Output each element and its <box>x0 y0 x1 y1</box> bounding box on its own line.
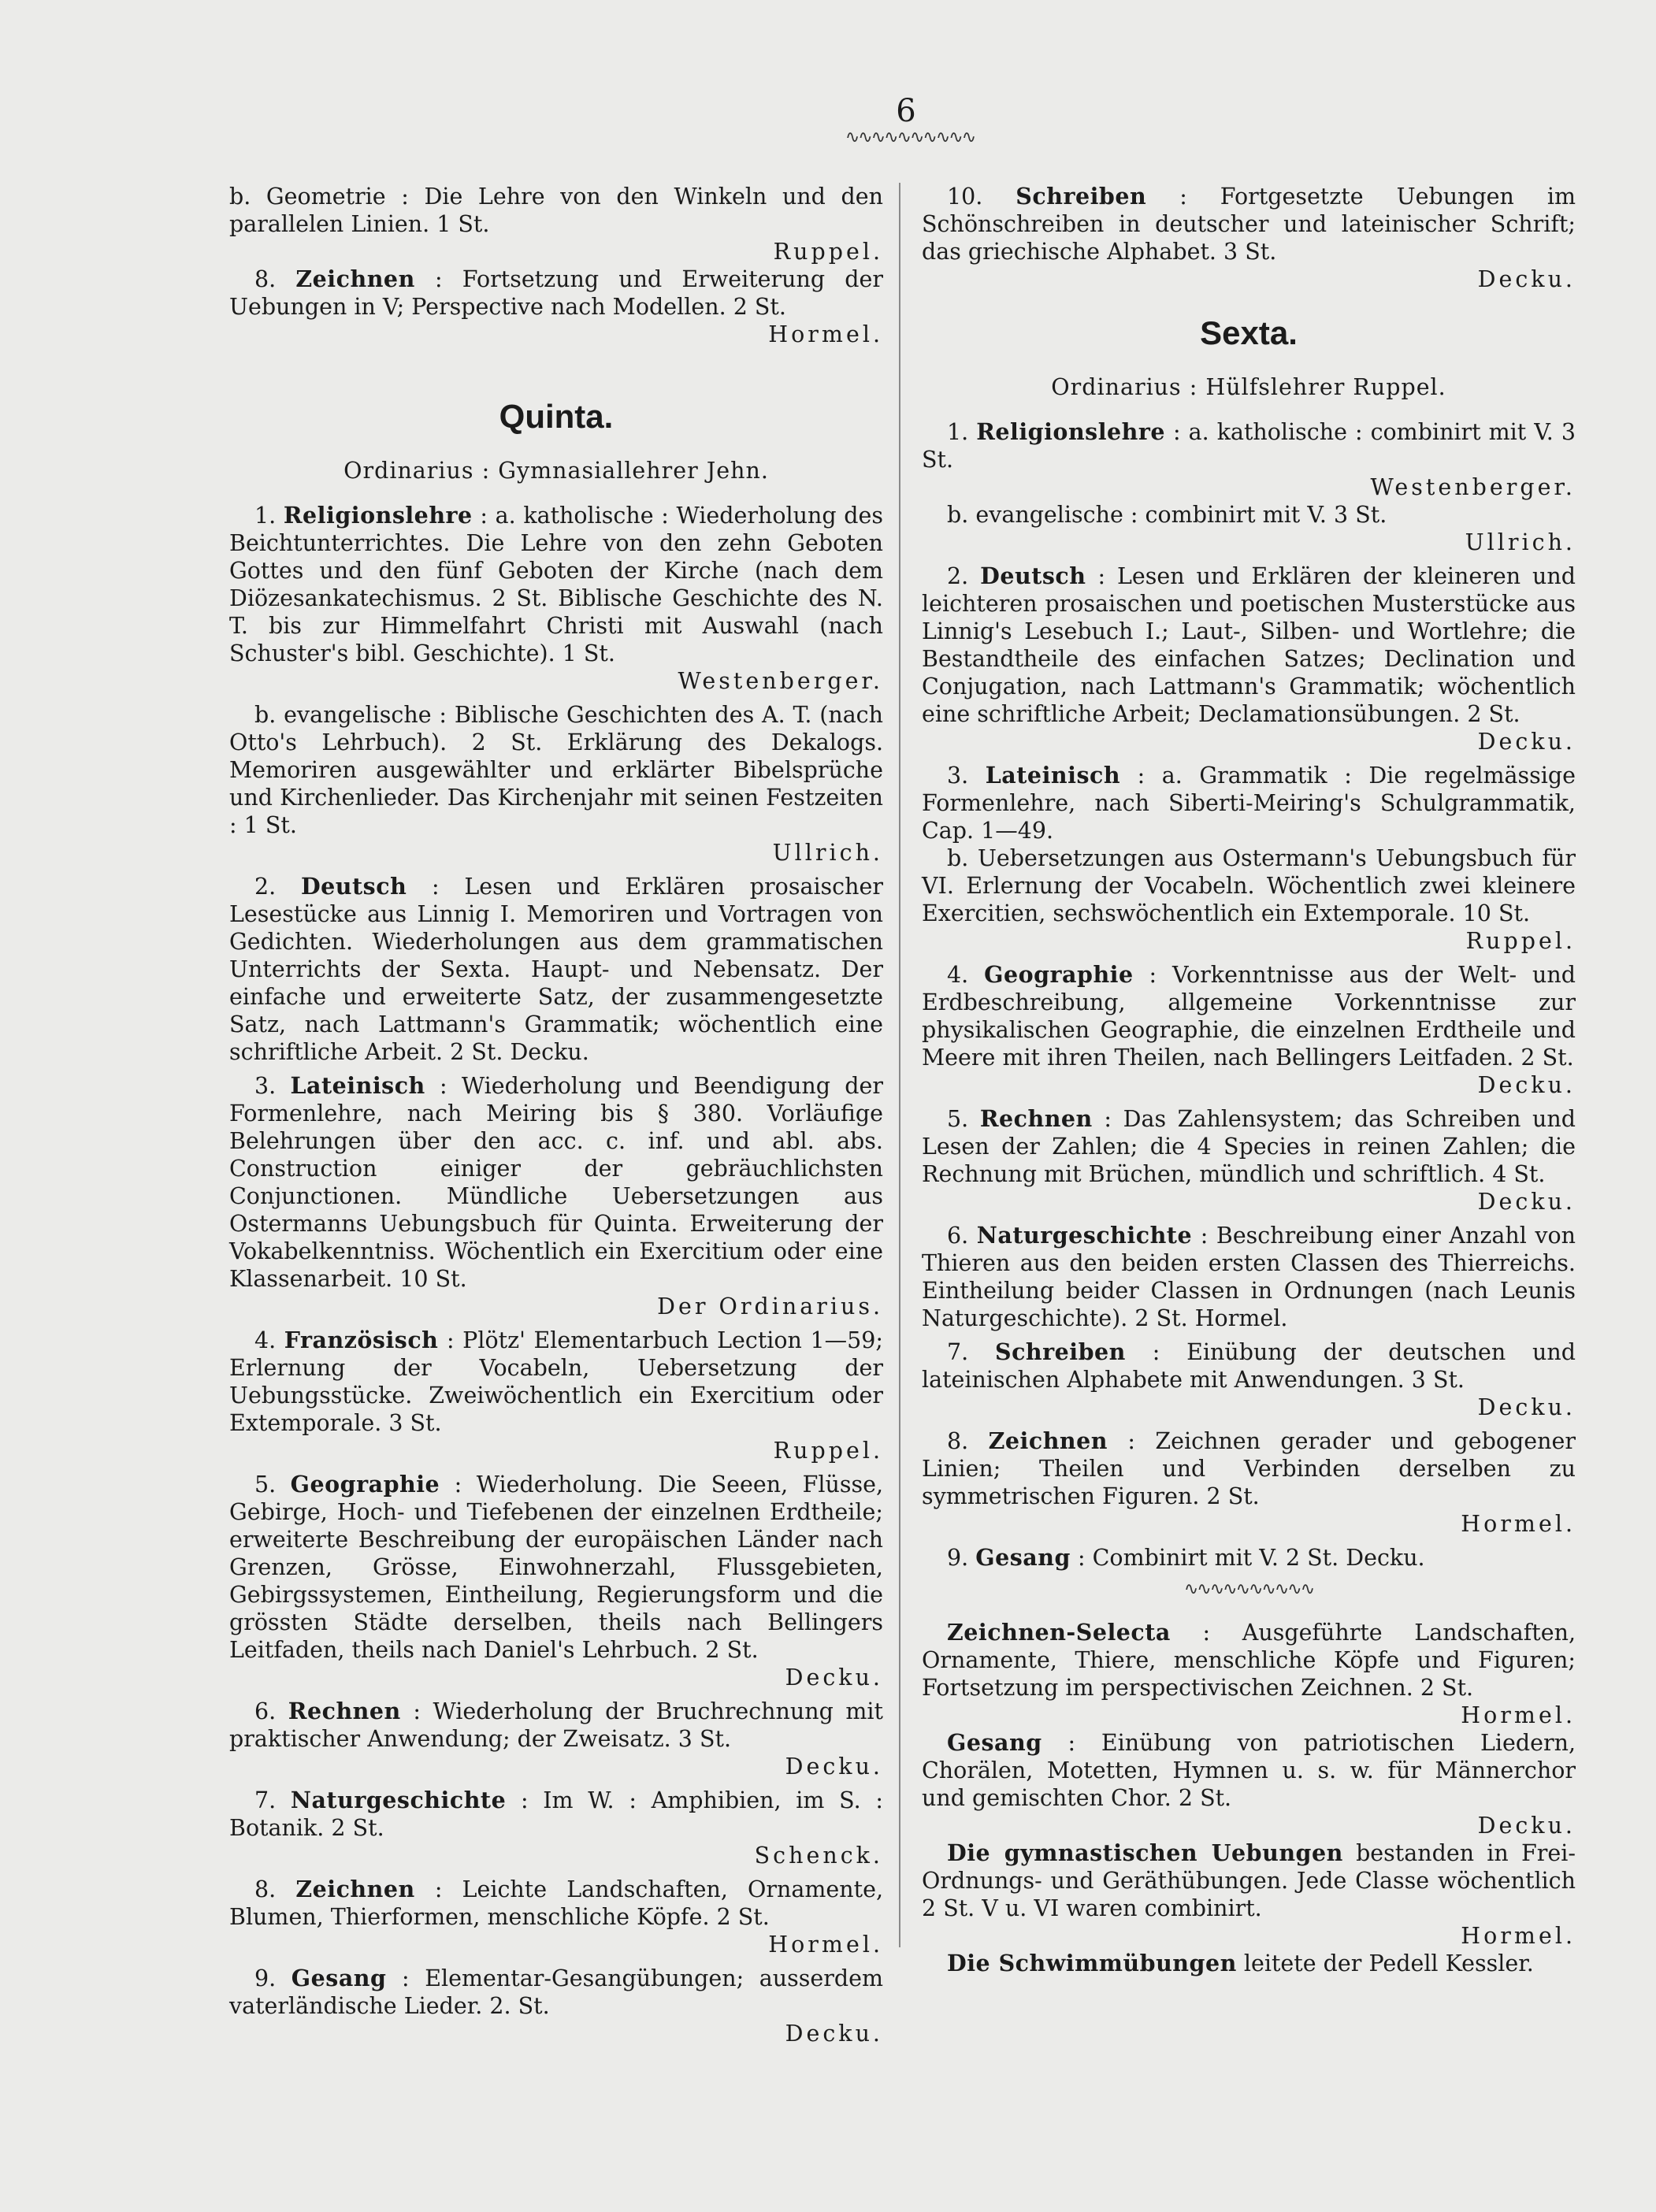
left-pre-1 <box>229 265 883 348</box>
subject-keyword: Deutsch <box>980 562 1086 589</box>
left-column <box>229 183 883 2047</box>
item-number: b. <box>947 845 969 871</box>
column-divider <box>899 183 900 1947</box>
teacher-signature: Schenck. <box>754 1843 883 1869</box>
item-number: 6. <box>947 1223 969 1249</box>
subject-keyword: Gesang <box>947 1729 1042 1756</box>
teacher-signature: Ruppel. <box>773 239 883 265</box>
list-item <box>922 844 1576 955</box>
section-title-quinta: Quinta. <box>499 398 614 435</box>
list-item <box>229 1698 883 1780</box>
subject-keyword: Zeichnen <box>295 265 415 292</box>
paragraph-text: : Elementar-Gesangübungen; ausserdem vaterländische Lieder. 2. St. <box>229 1965 883 2019</box>
list-item <box>922 418 1576 501</box>
item-number: 6. <box>254 1698 277 1724</box>
list-item <box>922 1950 1576 1977</box>
subject-keyword: Gesang <box>291 1965 387 1991</box>
list-item <box>922 1222 1576 1332</box>
list-item <box>229 502 883 695</box>
item-number: 3. <box>947 763 969 789</box>
item-number: 1. <box>947 419 969 445</box>
list-item <box>229 1965 883 2047</box>
ordinarius-line: Ordinarius : Hülfslehrer Ruppel. <box>1051 374 1446 400</box>
teacher-signature: Decku. <box>1477 1189 1576 1215</box>
teacher-signature: Decku. <box>785 1665 883 1691</box>
teacher-signature: Westenberger. <box>678 668 883 694</box>
paragraph-text: : Einübung von patriotischen Liedern, Chorälen, Motetten, Hymnen u. s. w. für Männerchor und gemischten Chor. 2 St. <box>922 1730 1576 1811</box>
teacher-signature: Ullrich. <box>772 840 883 866</box>
teacher-signature: Hormel. <box>1461 1702 1576 1728</box>
paragraph-text: b. Geometrie : Die Lehre von den Winkeln und den parallelen Linien. 1 St. <box>229 184 883 237</box>
item-number: 2. <box>254 874 277 900</box>
item-number: 1. <box>254 503 277 529</box>
teacher-signature: Decku. <box>1477 729 1576 755</box>
list-item <box>922 762 1576 844</box>
paragraph-text: : Ausgeführte Landschaften, Ornamente, Thiere, menschliche Köpfe und Figuren; Fortsetzung im perspectivischen Zeichnen. 2 St. <box>922 1620 1576 1701</box>
list-item <box>922 1544 1576 1572</box>
subject-keyword: Zeichnen <box>295 1876 415 1902</box>
list-item <box>229 873 883 1066</box>
paragraph-text: : a. Grammatik : Die regelmässige Formenlehre, nach Siberti-Meiring's Schulgrammatik, Cap. 1—49. <box>922 763 1576 844</box>
right-column <box>922 183 1576 1977</box>
subject-keyword: Deutsch <box>300 873 407 900</box>
item-number: b. <box>947 502 969 528</box>
paragraph-text: : Das Zahlensystem; das Schreiben und Lesen der Zahlen; die 4 Species in reinen Zahlen; die Rechnung mit Brüchen, mündlich und schriftlich. 4 St. <box>922 1106 1576 1187</box>
subject-keyword: Rechnen <box>288 1698 401 1724</box>
section-title-sexta: Sexta. <box>1200 314 1298 351</box>
header-ornament: ∿∿∿∿∿∿∿∿∿∿ <box>845 132 975 143</box>
paragraph-text: : Lesen und Erklären prosaischer Lesestücke aus Linnig I. Memoriren und Vortragen von Gedichten. Wiederholungen aus dem grammatischen Unterrichts der Sexta. Haupt- und Nebensatz. Der einfache und erweiterte Satz, der zusammengesetzte Satz, nach Lattmann's Grammatik; wöchentlich eine schriftliche Arbeit. 2 St. Decku. <box>229 874 883 1065</box>
page-number: 6 <box>896 93 916 129</box>
list-item <box>229 1787 883 1869</box>
subject-keyword: Lateinisch <box>985 762 1121 789</box>
subject-keyword: Geographie <box>290 1471 440 1498</box>
paragraph-text: bestanden in Frei-Ordnungs- und Geräthübungen. Jede Classe wöchentlich 2 St. V u. VI waren combinirt. <box>922 1840 1576 1921</box>
paragraph-text: evangelische : combinirt mit V. 3 St. <box>975 502 1387 528</box>
list-item <box>922 961 1576 1099</box>
list-item <box>922 1729 1576 1839</box>
item-number: 9. <box>947 1545 969 1571</box>
item-number: 4. <box>947 962 969 988</box>
teacher-signature: Hormel. <box>768 321 883 347</box>
paragraph-text: : Einübung der deutschen und lateinischen Alphabete mit Anwendungen. 3 St. <box>922 1339 1576 1393</box>
item-number: 7. <box>947 1339 969 1365</box>
teacher-signature: Decku. <box>785 1754 883 1780</box>
paragraph-text: : Leichte Landschaften, Ornamente, Blumen, Thierformen, menschliche Köpfe. 2 St. <box>229 1876 883 1930</box>
paragraph-text: : Vorkenntnisse aus der Welt- und Erdbeschreibung, allgemeine Vorkenntnisse zur physikalischen Geographie, die einzelnen Erdtheile und Meere mit ihren Theilen, nach Bellingers Leitfaden. 2 St. <box>922 962 1576 1071</box>
ordinarius-line: Ordinarius : Gymnasiallehrer Jehn. <box>343 458 769 484</box>
subject-keyword: Zeichnen-Selecta <box>947 1619 1171 1646</box>
teacher-signature: Ullrich. <box>1465 529 1576 555</box>
teacher-signature: Decku. <box>1477 1813 1576 1839</box>
paragraph-text: : Fortsetzung und Erweiterung der Uebungen in V; Perspective nach Modellen. 2 St. <box>229 266 883 320</box>
item-number: 5. <box>254 1472 277 1498</box>
subject-keyword: Lateinisch <box>290 1072 425 1099</box>
subject-keyword: Naturgeschichte <box>290 1787 507 1813</box>
subject-keyword: Rechnen <box>979 1105 1093 1132</box>
subject-keyword: Gesang <box>975 1544 1071 1571</box>
list-item <box>229 1327 883 1464</box>
teacher-signature: Decku. <box>1477 1072 1576 1098</box>
subject-keyword: Zeichnen <box>988 1427 1108 1454</box>
teacher-signature: Decku. <box>785 2021 883 2047</box>
item-number: 3. <box>254 1073 277 1099</box>
item-number: 9. <box>254 1965 277 1991</box>
item-number: 8. <box>254 266 277 292</box>
list-item <box>229 1876 883 1958</box>
paragraph-text: Uebersetzungen aus Ostermann's Uebungsbuch für VI. Erlernung der Vocabeln. Wöchentlich zwei kleinere Exercitien, sechswöchentlich ein Extemporale. 10 St. <box>922 845 1576 926</box>
teacher-signature: Decku. <box>1477 266 1576 292</box>
paragraph-text: : Zeichnen gerader und gebogener Linien; Theilen und Verbinden derselben zu symmetrischen Figuren. 2 St. <box>922 1428 1576 1509</box>
teacher-signature: Hormel. <box>768 1932 883 1958</box>
list-item <box>922 1839 1576 1950</box>
paragraph-text: : Im W. : Amphibien, im S. : Botanik. 2 St. <box>229 1787 884 1841</box>
list-item <box>229 1072 883 1320</box>
teacher-signature: Westenberger. <box>1370 474 1576 500</box>
list-item <box>922 1619 1576 1729</box>
teacher-signature: Hormel. <box>1461 1511 1576 1537</box>
teacher-signature: Decku. <box>1477 1394 1576 1420</box>
list-item <box>922 1105 1576 1215</box>
subject-keyword: Geographie <box>984 961 1134 988</box>
list-item <box>922 1427 1576 1538</box>
subject-keyword: Die Schwimmübungen <box>947 1950 1237 1976</box>
paragraph-text: : Wiederholung. Die Seeen, Flüsse, Gebirge, Hoch- und Tiefebenen der einzelnen Erdtheile; erweiterte Beschreibung der europäischen Länder nach Grenzen, Grösse, Einwohnerzahl, Flussgebieten, Gebirgssystemen, Eintheilung, Regierungsform und die grössten Städte derselben, theils nach Bellingers Leitfaden, theils nach Daniel's Lehrbuch. 2 St. <box>229 1472 884 1663</box>
item-number: b. <box>254 702 277 728</box>
subject-keyword: Die gymnastischen Uebungen <box>947 1839 1343 1866</box>
paragraph-text: : Lesen und Erklären der kleineren und leichteren prosaischen und poetischen Musterstücke aus Linnig's Lesebuch I.; Laut-, Silben- und Wortlehre; die Bestandtheile des einfachen Satzes; Declination und Conjugation, nach Lattmann's Grammatik; wöchentlich eine schriftliche Arbeit; Declamationsübungen. 2 St. <box>922 563 1576 727</box>
subject-keyword: Schreiben <box>994 1338 1126 1365</box>
paragraph-text: : a. katholische : Wiederholung des Beichtunterrichtes. Die Lehre von den zehn Geboten Gottes und den fünf Geboten der Kirche (nach dem Diözesankatechismus. 2 St. Biblische Geschichte des N. T. bis zur Himmelfahrt Christi mit Auswahl (nach Schuster's bibl. Geschichte). 1 St. <box>229 503 883 666</box>
subject-keyword: Religionslehre <box>976 418 1166 445</box>
teacher-signature: Hormel. <box>1461 1923 1576 1949</box>
list-item <box>922 562 1576 755</box>
paragraph-text: : Wiederholung und Beendigung der Formenlehre, nach Meiring bis § 380. Vorläufige Belehrungen über den acc. c. inf. und abl. abs. Construction einiger der gebräuchlichsten Conjunctionen. Mündliche Uebersetzungen aus Ostermanns Uebungsbuch für Quinta. Erweiterung der Vokabelkenntniss. Wöchentlich ein Exercitium oder eine Klassenarbeit. 10 St. <box>229 1073 884 1292</box>
paragraph-text: leitete der Pedell Kessler. <box>1243 1950 1534 1976</box>
paragraph-text: : Wiederholung der Bruchrechnung mit praktischer Anwendung; der Zweisatz. 3 St. <box>229 1698 883 1752</box>
item-number: 5. <box>947 1106 969 1132</box>
paragraph-text: : Fortgesetzte Uebungen im Schönschreiben in deutscher und lateinischer Schrift; das griechische Alphabet. 3 St. <box>922 184 1576 265</box>
item-number: 7. <box>254 1787 277 1813</box>
subject-keyword: Religionslehre <box>283 502 473 529</box>
subject-keyword: Naturgeschichte <box>976 1222 1193 1249</box>
subject-keyword: Schreiben <box>1016 183 1147 210</box>
teacher-signature: Ruppel. <box>773 1438 883 1464</box>
right-pre-0 <box>922 183 1576 293</box>
left-pre-0 <box>229 183 883 265</box>
paragraph-text: evangelische : Biblische Geschichten des A. T. (nach Otto's Lehrbuch). 2 St. Erklärung des Dekalogs. Memoriren ausgewählter und erklärter Bibelsprüche und Kirchenlieder. Das Kirchenjahr mit seinen Festzeiten : 1 St. <box>229 702 884 838</box>
item-number: 8. <box>947 1428 969 1454</box>
item-number: 4. <box>254 1327 277 1353</box>
list-item <box>229 701 883 867</box>
paragraph-text: : Combinirt mit V. 2 St. Decku. <box>1077 1545 1425 1571</box>
item-number: 10. <box>947 184 983 210</box>
item-number: 2. <box>947 563 969 589</box>
teacher-signature: Der Ordinarius. <box>657 1293 883 1319</box>
list-item <box>922 501 1576 556</box>
subject-keyword: Französisch <box>284 1327 439 1353</box>
teacher-signature: Ruppel. <box>1465 928 1576 954</box>
paragraph-text: : Beschreibung einer Anzahl von Thieren aus den beiden ersten Classen des Thierreichs. Eintheilung beider Classen in Ordnungen (nach Leunis Naturgeschichte). 2 St. Hormel. <box>922 1223 1576 1331</box>
paragraph-text: : Plötz' Elementarbuch Lection 1—59; Erlernung der Vocabeln, Uebersetzung der Uebungsstücke. Zweiwöchentlich ein Exercitium oder Extemporale. 3 St. <box>229 1327 883 1436</box>
separator-ornament: ∿∿∿∿∿∿∿∿∿∿ <box>1183 1579 1314 1599</box>
list-item <box>922 1338 1576 1421</box>
list-item <box>229 1471 883 1691</box>
item-number: 8. <box>254 1876 277 1902</box>
paragraph-text: : a. katholische : combinirt mit V. 3 St. <box>922 419 1576 473</box>
